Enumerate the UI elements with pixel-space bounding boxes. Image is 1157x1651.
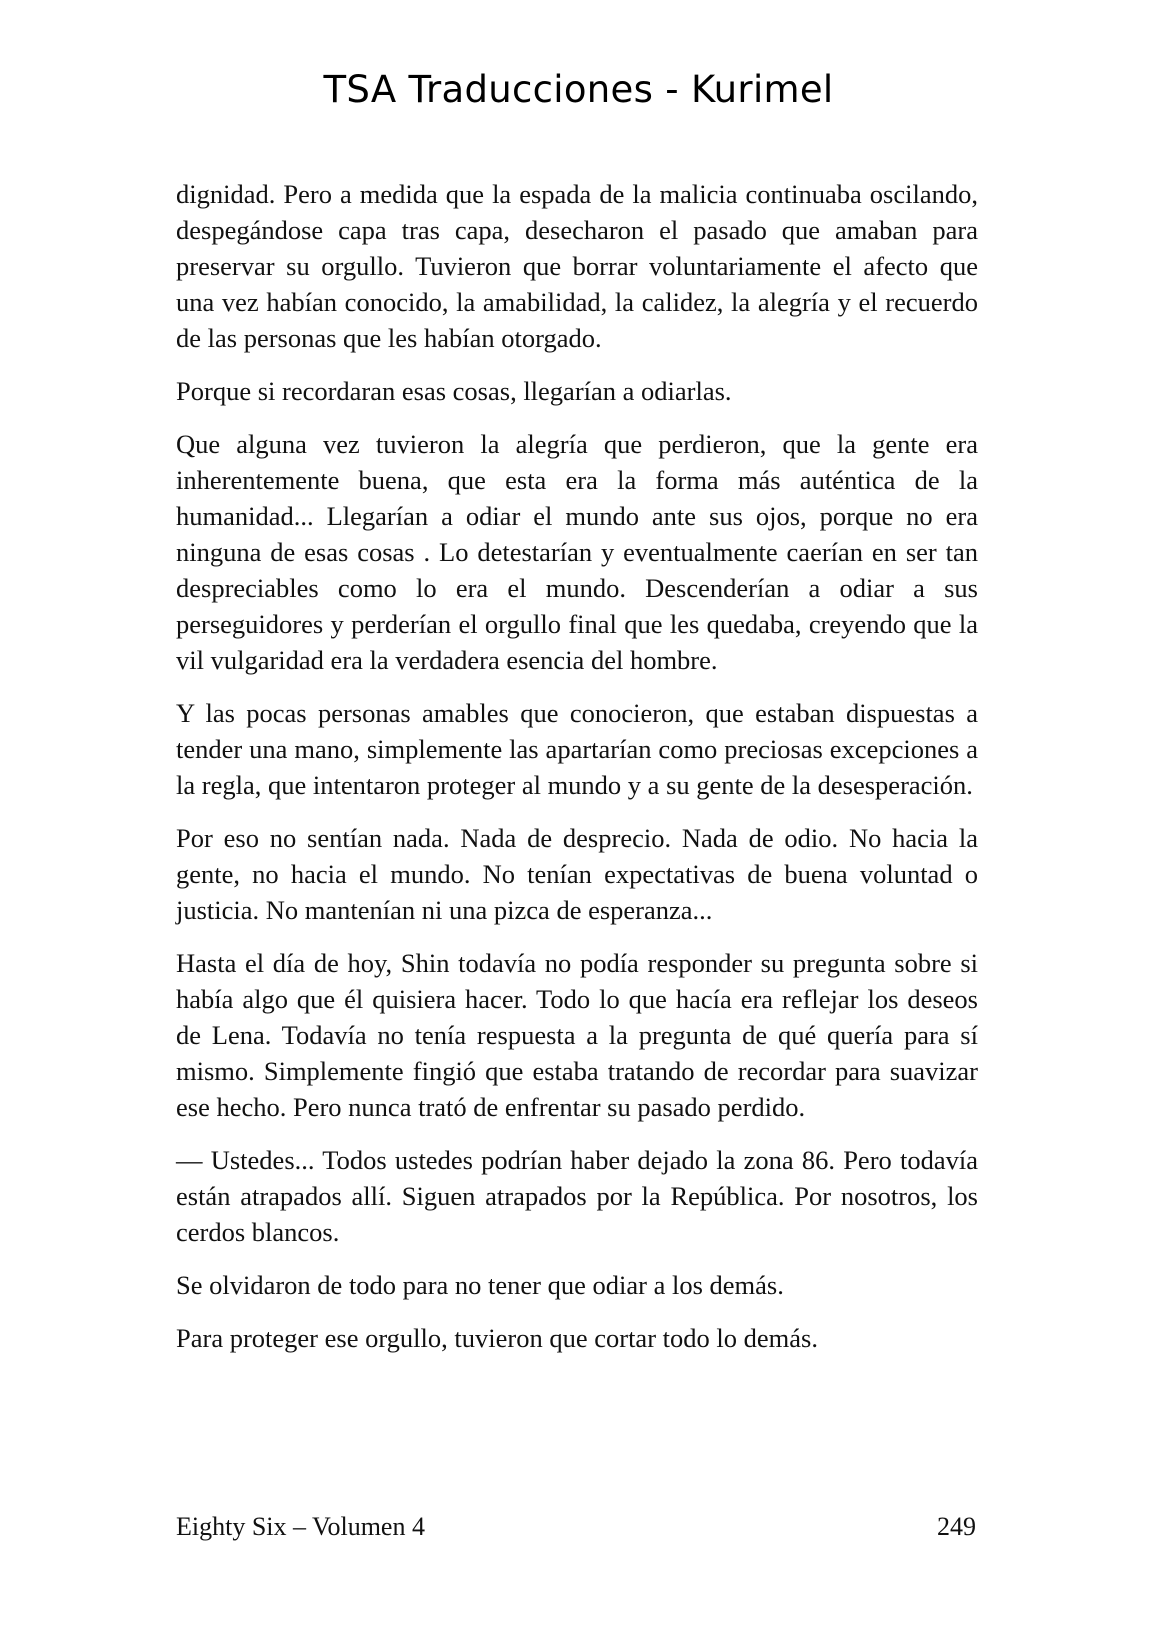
paragraph: Por eso no sentían nada. Nada de desprecio. Nada de odio. No hacia la gente, no hacia el mundo. No tenían expectativas de buena voluntad o justicia. No mantenían ni una pizca de esperanza... — [176, 823, 978, 925]
paragraph: — Ustedes... Todos ustedes podrían haber dejado la zona 86. Pero todavía están atrapados allí. Siguen atrapados por la República. Por nosotros, los cerdos blancos. — [176, 1145, 978, 1247]
page-footer — [176, 1512, 976, 1542]
paragraph: Porque si recordaran esas cosas, llegarían a odiarlas. — [176, 376, 732, 406]
paragraph: Y las pocas personas amables que conocieron, que estaban dispuestas a tender una mano, simplemente las apartarían como preciosas excepciones a la regla, que intentaron proteger al mundo y a su gente de la desesperación. — [176, 698, 978, 800]
paragraph: Se olvidaron de todo para no tener que odiar a los demás. — [176, 1270, 784, 1300]
paragraph: Hasta el día de hoy, Shin todavía no podía responder su pregunta sobre si había algo que él quisiera hacer. Todo lo que hacía era reflejar los deseos de Lena. Todavía no tenía respuesta a la pregunta de qué quería para sí mismo. Simplemente fingió que estaba tratando de recordar para suavizar ese hecho. Pero nunca trató de enfrentar su pasado perdido. — [176, 948, 978, 1122]
page-header-title: TSA Traducciones - Kurimel — [323, 68, 834, 111]
footer-page-number: 249 — [937, 1512, 976, 1541]
body-text — [176, 176, 978, 1373]
paragraph: Para proteger ese orgullo, tuvieron que cortar todo lo demás. — [176, 1323, 818, 1353]
footer-book-title: Eighty Six – Volumen 4 — [176, 1512, 425, 1541]
paragraph: Que alguna vez tuvieron la alegría que perdieron, que la gente era inherentemente buena, que esta era la forma más auténtica de la humanidad... Llegarían a odiar el mundo ante sus ojos, porque no era ninguna de esas cosas . Lo detestarían y eventualmente caerían en ser tan despreciables como lo era el mundo. Descenderían a odiar a sus perseguidores y perderían el orgullo final que les quedaba, creyendo que la vil vulgaridad era la verdadera esencia del hombre. — [176, 429, 978, 675]
paragraph: dignidad. Pero a medida que la espada de la malicia continuaba oscilando, despegándose capa tras capa, desecharon el pasado que amaban para preservar su orgullo. Tuvieron que borrar voluntariamente el afecto que una vez habían conocido, la amabilidad, la calidez, la alegría y el recuerdo de las personas que les habían otorgado. — [176, 179, 978, 353]
